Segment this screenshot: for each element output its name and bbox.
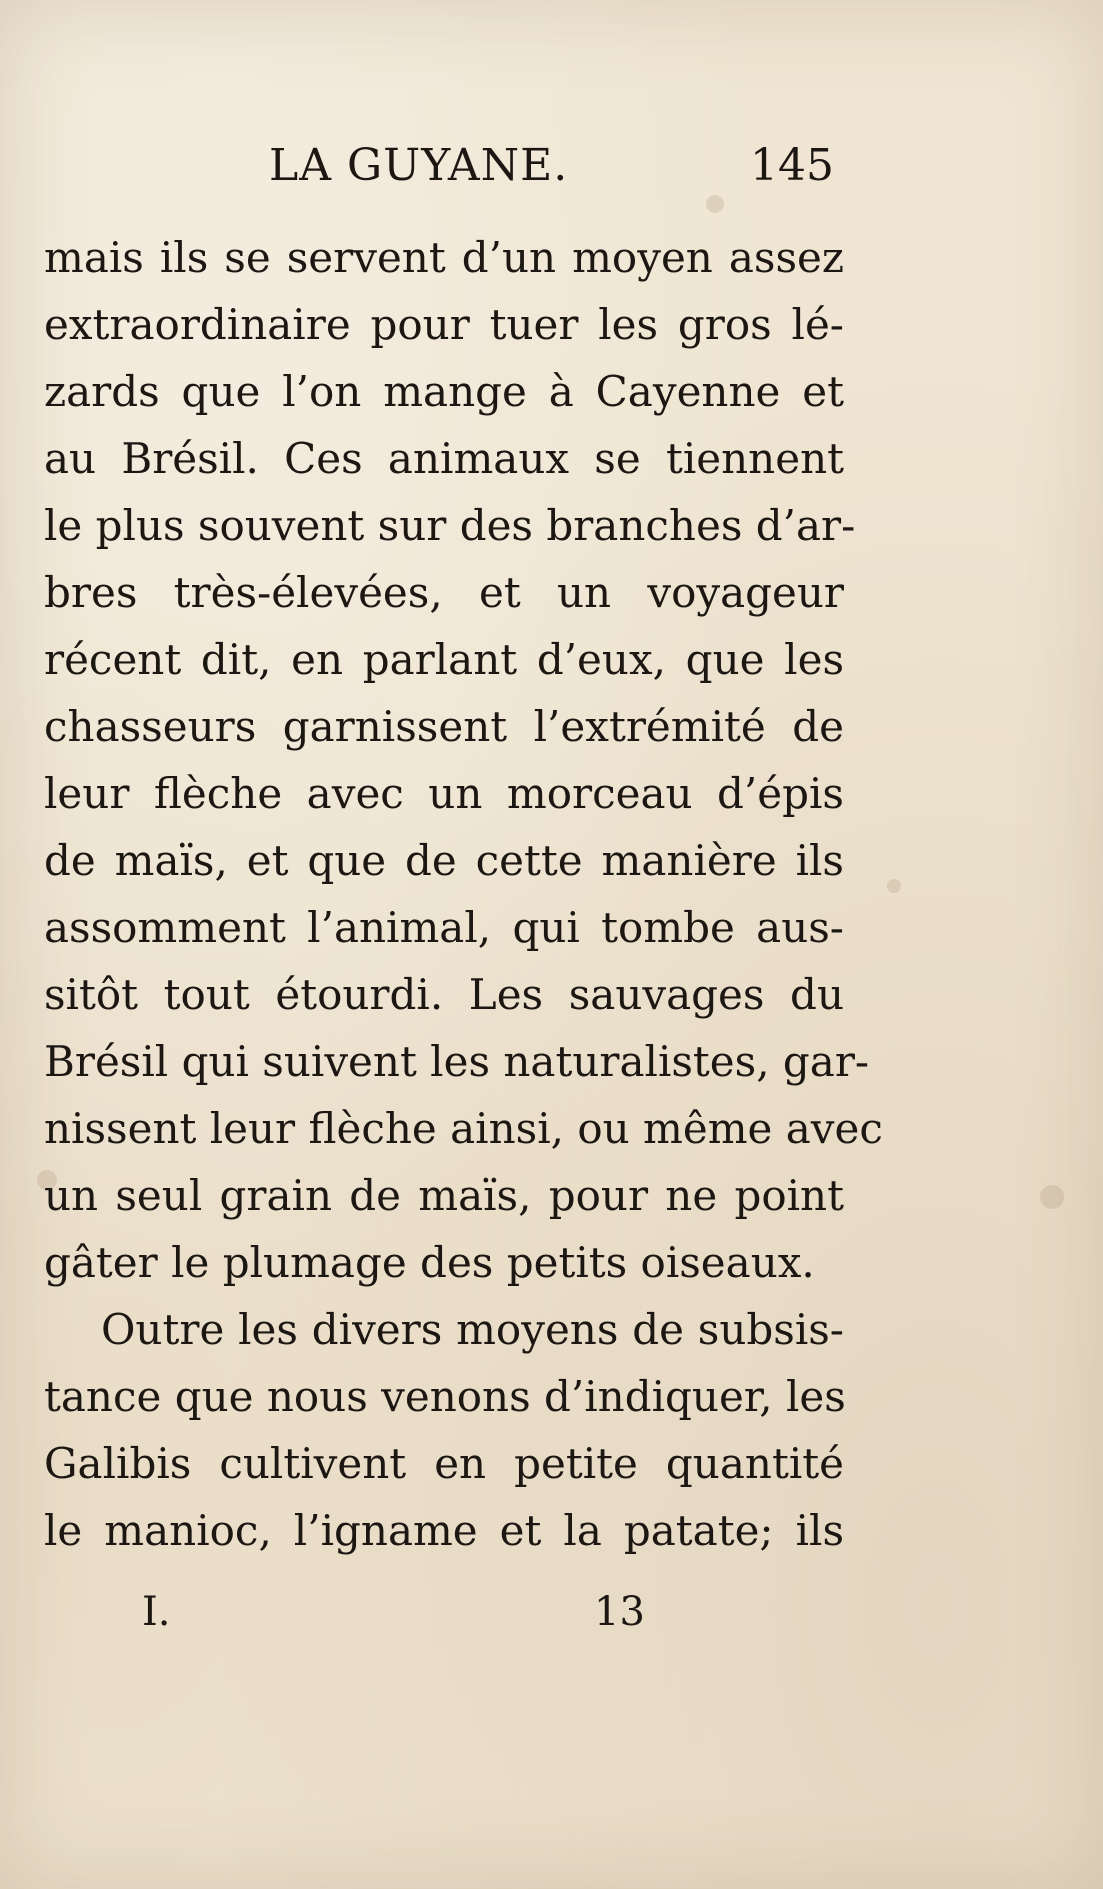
text-line: zards que l’on mange à Cayenne et bbox=[44, 367, 844, 416]
page-number: 145 bbox=[750, 140, 834, 191]
text-line: leur flèche avec un morceau d’épis bbox=[44, 769, 844, 818]
paper-stain bbox=[887, 879, 901, 893]
text-line: assomment l’animal, qui tombe aus- bbox=[44, 903, 844, 952]
text-line: Galibis cultivent en petite quantité bbox=[44, 1439, 844, 1488]
text-line: Brésil qui suivent les naturalistes, gar- bbox=[44, 1037, 870, 1086]
signature-mark: I. bbox=[142, 1589, 171, 1635]
text-line: le manioc, l’igname et la patate; ils bbox=[44, 1506, 844, 1555]
text-line: de maïs, et que de cette manière ils bbox=[44, 836, 844, 885]
book-page bbox=[44, 138, 883, 1564]
text-line: chasseurs garnissent l’extrémité de bbox=[44, 702, 844, 751]
text-line: bres très-élevées, et un voyageur bbox=[44, 568, 844, 617]
text-line: tance que nous venons d’indiquer, les bbox=[44, 1372, 846, 1421]
text-line: sitôt tout étourdi. Les sauvages du bbox=[44, 970, 844, 1019]
text-line: un seul grain de maïs, pour ne point bbox=[44, 1171, 844, 1220]
text-line: le plus souvent sur des branches d’ar- bbox=[44, 501, 856, 550]
paragraph-end-line: gâter le plumage des petits oiseaux. bbox=[44, 1238, 815, 1287]
signature-footer bbox=[142, 1587, 742, 1637]
paper-stain bbox=[1040, 1185, 1064, 1209]
sheet-number: 13 bbox=[594, 1589, 645, 1635]
text-line: au Brésil. Ces animaux se tiennent bbox=[44, 434, 844, 483]
text-line: extraordinaire pour tuer les gros lé- bbox=[44, 300, 844, 349]
text-line: mais ils se servent d’un moyen assez bbox=[44, 233, 844, 282]
paragraph-start-line: Outre les divers moyens de subsis- bbox=[101, 1305, 844, 1354]
running-title: LA GUYANE. bbox=[269, 140, 569, 191]
body-text bbox=[44, 224, 883, 1564]
text-line: récent dit, en parlant d’eux, que les bbox=[44, 635, 844, 684]
text-line: nissent leur flèche ainsi, ou même avec bbox=[44, 1104, 883, 1153]
running-header bbox=[44, 138, 844, 194]
